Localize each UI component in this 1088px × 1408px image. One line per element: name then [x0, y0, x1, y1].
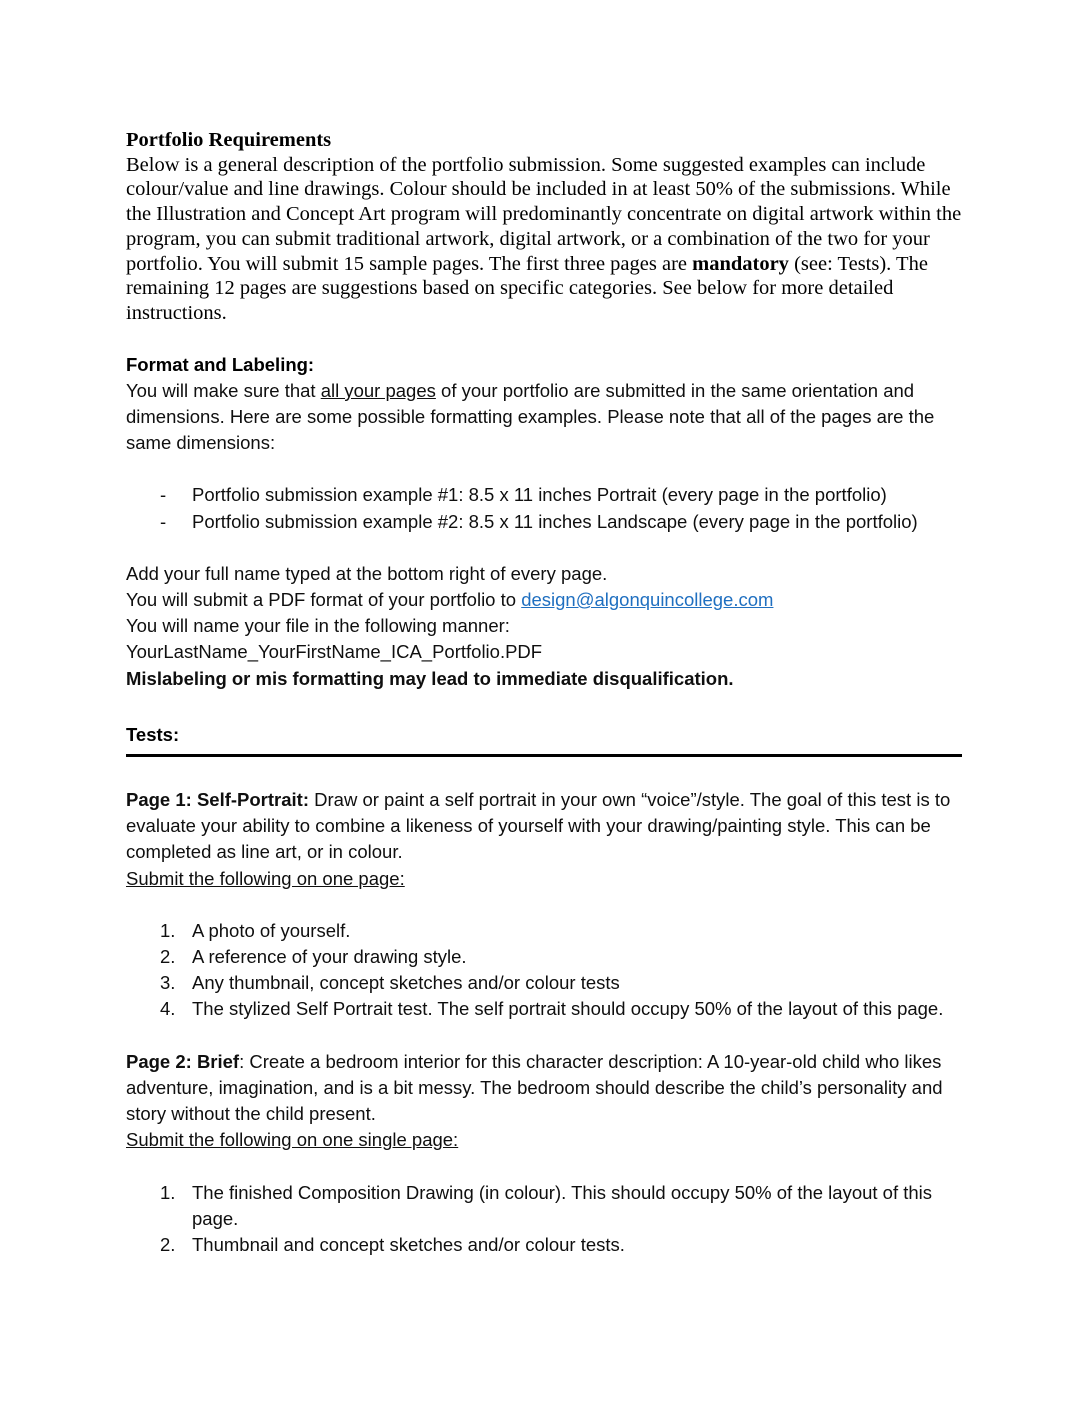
list-number: 2.	[160, 946, 176, 968]
instruction-full-name: Add your full name typed at the bottom right of every page.	[126, 562, 608, 584]
list-item-label: Any thumbnail, concept sketches and/or colour tests	[192, 972, 620, 994]
list-number: 2.	[160, 1233, 176, 1255]
format-examples-list	[126, 482, 962, 534]
list-item-label: A reference of your drawing style.	[192, 946, 467, 968]
spacer	[126, 456, 962, 482]
spacer	[126, 692, 962, 722]
list-item-label: The stylized Self Portrait test. The self portrait should occupy 50% of the layout of this page.	[192, 998, 944, 1020]
spacer	[126, 892, 962, 918]
instruction-pdf-text: You will submit a PDF format of your portfolio to	[126, 589, 522, 611]
intro-body-part2: (see: Tests). The remaining 12 pages are suggestions based on specific categories. See below for more detailed instructions.	[126, 252, 928, 324]
instruction-pdf-submit	[126, 587, 962, 613]
list-number: 1.	[160, 1181, 176, 1203]
list-item-label: Portfolio submission example #2: 8.5 x 11 inches Landscape (every page in the portfolio)	[192, 510, 918, 532]
page2-block	[126, 1049, 962, 1154]
dash-bullet-icon: -	[160, 484, 167, 506]
list-item	[126, 1180, 962, 1232]
list-item-label: Portfolio submission example #1: 8.5 x 11 inches Portrait (every page in the portfolio)	[192, 484, 887, 506]
list-item-label: A photo of yourself.	[192, 919, 351, 941]
instruction-file-pattern: YourLastName_YourFirstName_ICA_Portfolio.PDF	[126, 641, 543, 663]
format-body-underlined: all your pages	[320, 379, 436, 401]
page2-title: Page 2: Brief	[126, 1050, 240, 1072]
page1-submit-underlined: Submit the following on one page:	[126, 867, 405, 889]
page-title: Portfolio Requirements	[126, 129, 332, 151]
list-item	[126, 509, 962, 535]
page2-description	[126, 1049, 962, 1128]
dash-bullet-icon: -	[160, 510, 167, 532]
warning-disqualification: Mislabeling or mis formatting may lead to immediate disqualification.	[126, 667, 734, 689]
intro-body-part1: Below is a general description of the portfolio submission. Some suggested examples can include colour/value and line drawings. Colour should be included in at least 50% of the submissions. While the Illustration and Concept Art program will predominantly concentrate on digital artwork within the program, you can submit traditional artwork, digital artwork, or a combination of the two for your portfolio. You will submit 15 sample pages. The first three pages are	[126, 153, 962, 275]
format-body-after: of your portfolio are submitted in the same orientation and dimensions. Here are some possible formatting examples. Please note that all of the pages are the same dimensions:	[126, 379, 935, 454]
spacer	[126, 757, 962, 787]
page1-title: Page 1: Self-Portrait:	[126, 789, 309, 811]
list-item	[126, 482, 962, 508]
page2-requirements-list	[126, 1180, 962, 1259]
intro-body-bold-mandatory: mandatory	[692, 252, 789, 275]
instruction-file-naming: You will name your file in the following manner:	[126, 615, 510, 637]
list-number: 3.	[160, 972, 176, 994]
page2-submit-underlined: Submit the following on one single page:	[126, 1129, 459, 1151]
page1-body: Draw or paint a self portrait in your own “voice”/style. The goal of this test is to evaluate your ability to combine a likeness of yourself with your drawing/painting style. This can be completed as line art, or in colour.	[126, 789, 951, 863]
list-item	[126, 996, 962, 1022]
list-number: 4.	[160, 998, 176, 1020]
page2-body: : Create a bedroom interior for this character description: A 10-year-old child who likes adventure, imagination, and is a bit messy. The bedroom should describe the child’s personality and story without the child present.	[126, 1050, 943, 1125]
page1-requirements-list	[126, 918, 962, 1023]
spacer	[126, 1023, 962, 1049]
page1-description	[126, 787, 962, 866]
intro-section	[126, 128, 962, 326]
list-item	[126, 970, 962, 996]
format-body-before: You will make sure that	[126, 379, 321, 401]
submission-instructions	[126, 561, 962, 692]
page2-submit-label	[126, 1127, 962, 1153]
list-item-label: Thumbnail and concept sketches and/or colour tests.	[192, 1233, 625, 1255]
tests-section-heading: Tests:	[126, 723, 180, 745]
page1-block	[126, 787, 962, 892]
document-page	[126, 128, 962, 1258]
list-item-label: The finished Composition Drawing (in colour). This should occupy 50% of the layout of this page.	[192, 1181, 933, 1229]
list-item	[126, 944, 962, 970]
format-section-heading: Format and Labeling:	[126, 353, 315, 375]
list-item	[126, 918, 962, 944]
email-link[interactable]: design@algonquincollege.com	[521, 589, 774, 611]
spacer	[126, 1154, 962, 1180]
list-item	[126, 1232, 962, 1258]
list-number: 1.	[160, 919, 176, 941]
spacer	[126, 535, 962, 561]
page1-submit-label	[126, 866, 962, 892]
format-section-body	[126, 378, 962, 457]
spacer	[126, 326, 962, 352]
